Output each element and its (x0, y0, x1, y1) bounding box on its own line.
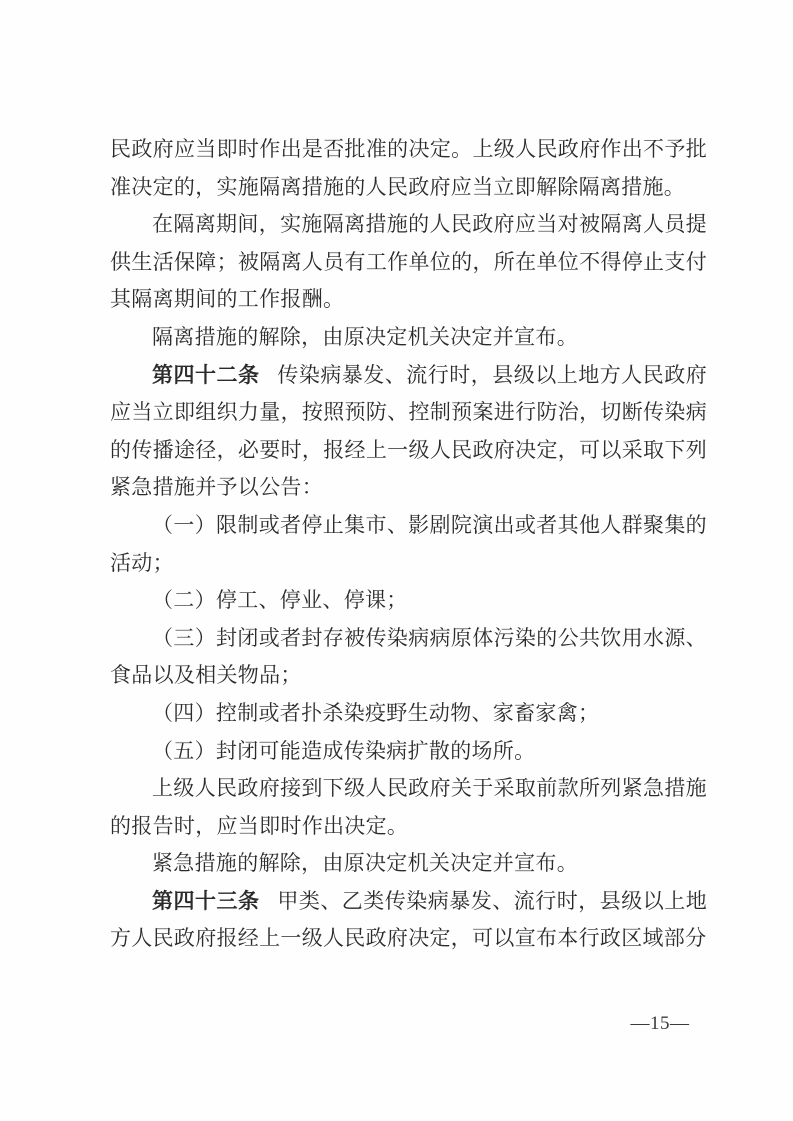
paragraph-text: 在隔离期间，实施隔离措施的人民政府应当对被隔离人员提供生活保障；被隔离人员有工作单位的，所在单位不得停止支付其隔离期间的工作报酬。 (110, 212, 707, 312)
paragraph-text: 民政府应当即时作出是否批准的决定。上级人民政府作出不予批准决定的，实施隔离措施的人民政府应当立即解除隔离措施。 (110, 137, 707, 199)
paragraph-text: （二）停工、停业、停课； (152, 588, 408, 613)
paragraph-text: （四）控制或者扑杀染疫野生动物、家畜家禽； (152, 700, 600, 725)
paragraph-list-item-1 (110, 507, 707, 582)
paragraph-text: （三）封闭或者封存被传染病病原体污染的公共饮用水源、食品以及相关物品； (110, 625, 707, 688)
paragraph-list-item-3 (110, 620, 707, 695)
document-body (110, 131, 707, 958)
paragraph (110, 845, 707, 883)
paragraph-text: 甲类、乙类传染病暴发、流行时，县级以上地方人民政府报经上一级人民政府决定，可以宣布本行政区域部分 (110, 888, 708, 951)
paragraph-article-42 (110, 357, 707, 507)
paragraph-list-item-4 (110, 695, 707, 733)
paragraph-text: 上级人民政府接到下级人民政府关于采取前款所列紧急措施的报告时，应当即时作出决定。 (110, 776, 707, 838)
paragraph (110, 206, 707, 319)
article-number: 第四十二条 (152, 362, 260, 387)
paragraph (110, 131, 707, 206)
paragraph-article-43 (110, 883, 707, 958)
paragraph-text: 传染病暴发、流行时，县级以上地方人民政府应当立即组织力量，按照预防、控制预案进行防治，切断传染病的传播途径，必要时，报经上一级人民政府决定，可以采取下列紧急措施并予以公告： (110, 362, 708, 500)
paragraph-list-item-2 (110, 582, 707, 620)
paragraph-text: （五）封闭可能造成传染病扩散的场所。 (152, 738, 536, 763)
paragraph (110, 319, 707, 357)
paragraph-text: 隔离措施的解除，由原决定机关决定并宣布。 (152, 324, 578, 349)
paragraph-text: 紧急措施的解除，由原决定机关决定并宣布。 (152, 851, 578, 876)
paragraph (110, 770, 707, 845)
article-number: 第四十三条 (152, 888, 260, 913)
page-number: —15— (630, 1013, 690, 1034)
paragraph-list-item-5 (110, 733, 707, 771)
paragraph-text: （一）限制或者停止集市、影剧院演出或者其他人群聚集的活动； (110, 512, 707, 575)
